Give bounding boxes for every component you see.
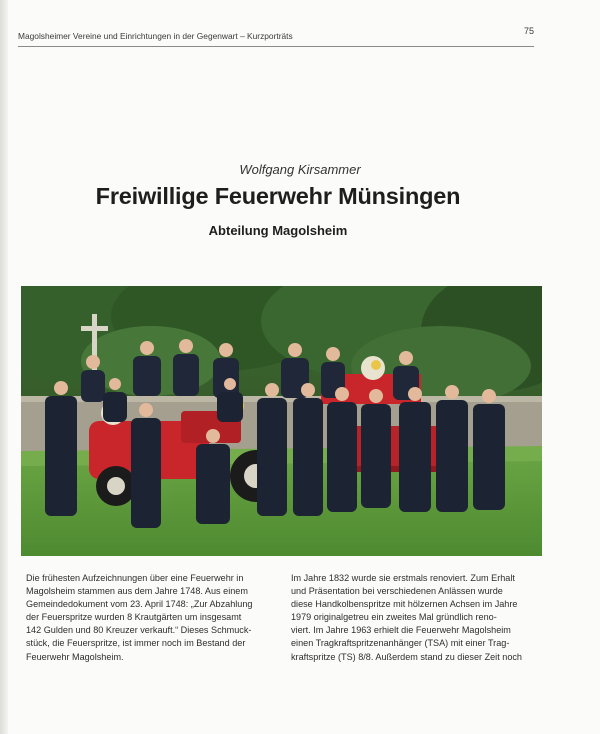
- body-line: einen Tragkraftspritzenanhänger (TSA) mit einer Trag-: [291, 638, 510, 649]
- body-line: Feuerwehr Magolsheim.: [26, 651, 124, 662]
- body-text-column-1: [26, 572, 276, 664]
- page-number: 75: [523, 26, 534, 36]
- article-title: Freiwillige Feuerwehr Münsingen: [95, 183, 461, 209]
- body-text-column-2: [291, 572, 543, 664]
- body-line: diese Handkolbenspritze mit hölzernen Achsen im Jahre: [291, 599, 518, 610]
- page-gutter-edge: [0, 0, 8, 734]
- body-line: Die frühesten Aufzeichnungen über eine Feuerwehr in: [26, 573, 244, 583]
- body-line: stück, die Feuerspritze, ist immer noch im Bestand der: [26, 638, 246, 649]
- article-author: Wolfgang Kirsammer: [239, 162, 361, 177]
- body-line: der Feuerspritze wurden 8 Krautgärten um insgesamt: [26, 612, 242, 623]
- body-line: Magolsheim stammen aus dem Jahre 1748. Aus einem: [26, 586, 248, 597]
- group-photo: [21, 286, 542, 556]
- running-title: Magolsheimer Vereine und Einrichtungen in der Gegenwart – Kurzporträts: [18, 31, 293, 41]
- body-line: 142 Gulden und 80 Kreuzer verkauft.“ Dieses Schmuck-: [26, 625, 252, 636]
- body-line: und Präsentation bei verschiedenen Anlässen wurde: [291, 586, 503, 597]
- body-line: kraftspritze (TS) 8/8. Außerdem stand zu dieser Zeit noch: [291, 651, 522, 662]
- body-line: Im Jahre 1832 wurde sie erstmals renoviert. Zum Erhalt: [291, 573, 515, 583]
- running-header: [18, 28, 534, 47]
- body-line: 1979 originalgetreu ein zweites Mal gründlich reno-: [291, 612, 497, 623]
- article-subtitle: Abteilung Magolsheim: [208, 223, 348, 238]
- body-line: viert. Im Jahre 1963 erhielt die Feuerwehr Magolsheim: [291, 625, 511, 636]
- body-line: Gemeindedokument vom 23. April 1748: „Zur Abzahlung: [26, 599, 253, 610]
